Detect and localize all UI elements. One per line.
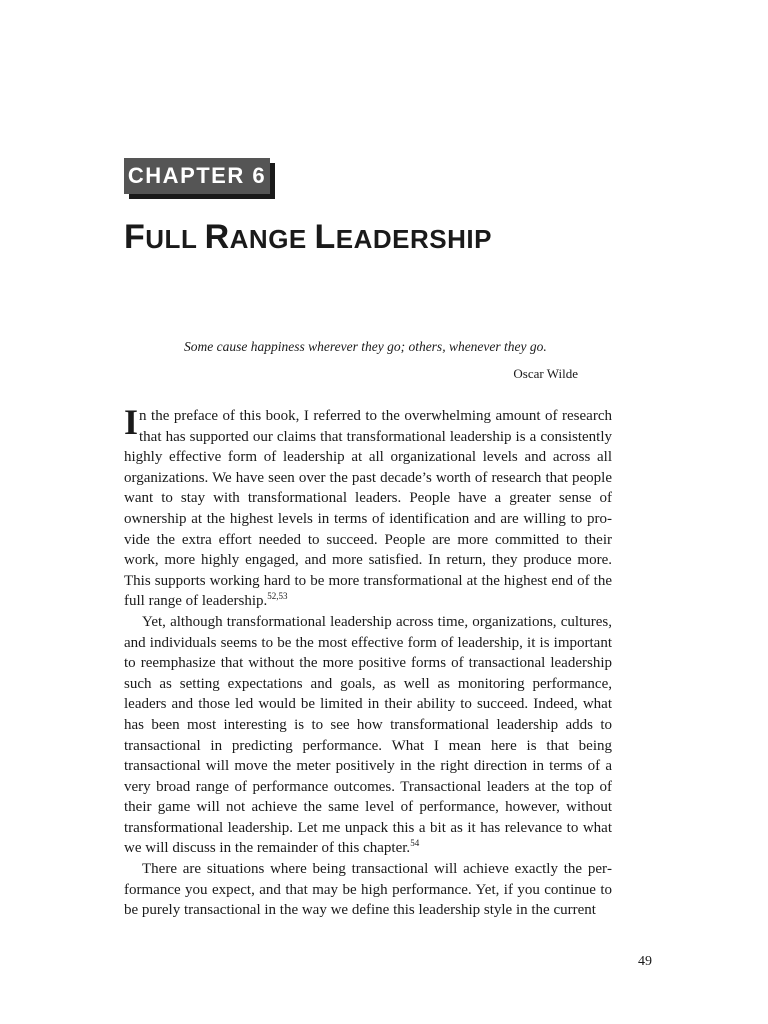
paragraph-1 bbox=[124, 402, 612, 612]
drop-cap: I bbox=[124, 402, 139, 442]
title-rest-full: ULL bbox=[145, 224, 205, 254]
paragraph-2 bbox=[124, 612, 612, 859]
chapter-title bbox=[124, 218, 492, 257]
paragraph-3-text: There are situations where being transactional will achieve exactly the performance you expect, and that may be high performance. Yet, if you continue to be purely transactional in the way we define this leadership style in the current bbox=[124, 861, 612, 919]
title-initial-r: R bbox=[204, 218, 230, 256]
paragraph-2-text: Yet, although transformational leadership across time, organizations, cultures, and individuals seems to be the most effective form of leadership, it is important to reemphasize that without the more positive forms of transactional leadership such as setting expectations and goals, as well as monitoring performance, leaders and those led would be limited in their ability to succeed. Indeed, what has been most interesting is to see how transformational leadership adds to transactional in predicting performance. What I mean here is that being transactional will move the meter positively in the right direction in terms of a very broad range of performance outcomes. Transactional leaders at the top of their game will not achieve the same level of performance, however, without transformational leadership. Let me unpack this a bit as it has relevance to what we will discuss in the remainder of this chapter. bbox=[124, 613, 612, 857]
footnote-ref: 54 bbox=[410, 838, 420, 849]
title-initial-f: F bbox=[124, 218, 146, 256]
epigraph-quote: Some cause happiness wherever they go; others, whenever they go. bbox=[184, 339, 547, 354]
paragraph-3 bbox=[124, 859, 612, 921]
title-rest-range: ANGE bbox=[229, 224, 315, 254]
chapter-badge: CHAPTER 6 bbox=[124, 158, 270, 194]
page-number: 49 bbox=[638, 954, 652, 969]
title-rest-leadership: EADERSHIP bbox=[335, 224, 492, 254]
epigraph-author: Oscar Wilde bbox=[513, 366, 578, 381]
paragraph-1-text: n the preface of this book, I referred to the overwhelming amount of research that has supported our claims that transformational leadership is a consistently highly effective form of leadership at all organizational levels and across all organizations. We have seen over the past decade’s worth of research that people want to stay with transformational leaders. People have a greater sense of ownership at the highest levels in terms of identification and are willing to provide the extra effort needed to succeed. People are more committed to their work, more highly engaged, and more satisfied. In return, they produce more. This supports working hard to be more transformational at the highest end of the full range of leadership. bbox=[124, 408, 612, 610]
title-initial-l: L bbox=[314, 218, 336, 256]
body-text bbox=[124, 402, 612, 921]
footnote-ref: 52,53 bbox=[267, 591, 288, 602]
